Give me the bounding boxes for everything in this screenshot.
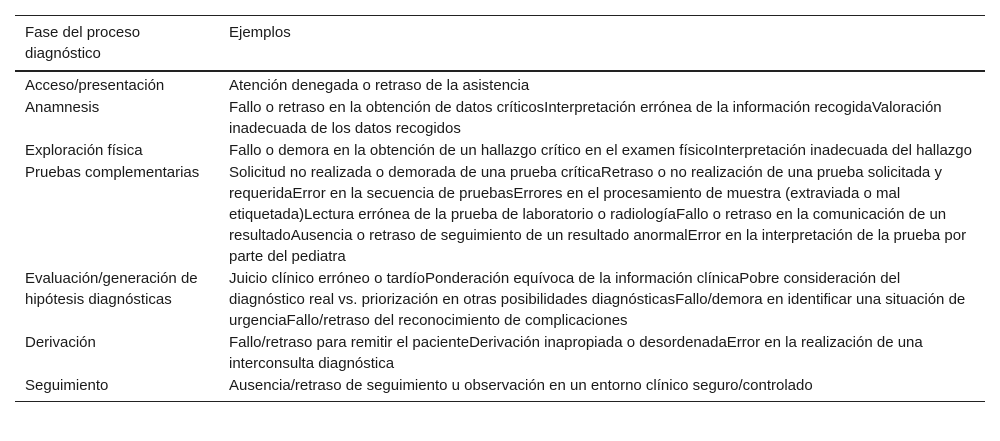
examples-cell: Juicio clínico erróneo o tardíoPonderación equívoca de la información clínicaPobre consideración del diagnóstico real vs. priorización en otras posibilidades diagnósticasFallo/demora en identificar una situación de urgenciaFallo/retraso del reconocimiento de complicaciones: [229, 270, 966, 329]
table-row: [15, 162, 985, 268]
table-row: [15, 97, 985, 140]
table-row: [15, 268, 985, 332]
header-examples: Ejemplos: [219, 16, 985, 72]
header-row: [15, 16, 985, 72]
table-row: [15, 375, 985, 402]
header-phase: Fase del proceso diagnóstico: [15, 16, 219, 72]
table-row: [15, 71, 985, 97]
examples-cell: Solicitud no realizada o demorada de una prueba críticaRetraso o no realización de una prueba solicitada y requeridaError en la secuencia de pruebasErrores en el procesamiento de muestra (extraviada o mal etiquetada)Lectura errónea de la prueba de laboratorio o radiologíaFallo o retraso en la comunicación de un resultadoAusencia o retraso de seguimiento de un resultado anormalError en la interpretación de la prueba por parte del pediatra: [229, 164, 967, 265]
examples-cell: Fallo o retraso en la obtención de datos críticosInterpretación errónea de la información recogidaValoración inadecuada de los datos recogidos: [229, 99, 942, 137]
phase-cell: Derivación: [25, 334, 96, 351]
phase-cell: Exploración física: [25, 142, 143, 159]
diagnostic-errors-table-container: [15, 15, 985, 402]
examples-cell: Fallo o demora en la obtención de un hallazgo crítico en el examen físicoInterpretación inadecuada del hallazgo: [229, 142, 972, 159]
examples-cell: Ausencia/retraso de seguimiento u observación en un entorno clínico seguro/controlado: [219, 375, 985, 402]
table-row: [15, 332, 985, 375]
phase-cell: Evaluación/generación de hipótesis diagnósticas: [25, 270, 198, 308]
phase-cell: Seguimiento: [15, 375, 219, 402]
examples-cell: Atención denegada o retraso de la asistencia: [229, 77, 530, 94]
table-body: [15, 71, 985, 402]
diagnostic-errors-table: [15, 15, 985, 402]
examples-cell: Fallo/retraso para remitir el pacienteDerivación inapropiada o desordenadaError en la realización de una interconsulta diagnóstica: [229, 334, 923, 372]
table-header: [15, 16, 985, 72]
phase-cell: Anamnesis: [25, 99, 100, 116]
phase-cell: Pruebas complementarias: [25, 164, 200, 181]
table-row: [15, 140, 985, 162]
phase-cell: Acceso/presentación: [25, 77, 165, 94]
